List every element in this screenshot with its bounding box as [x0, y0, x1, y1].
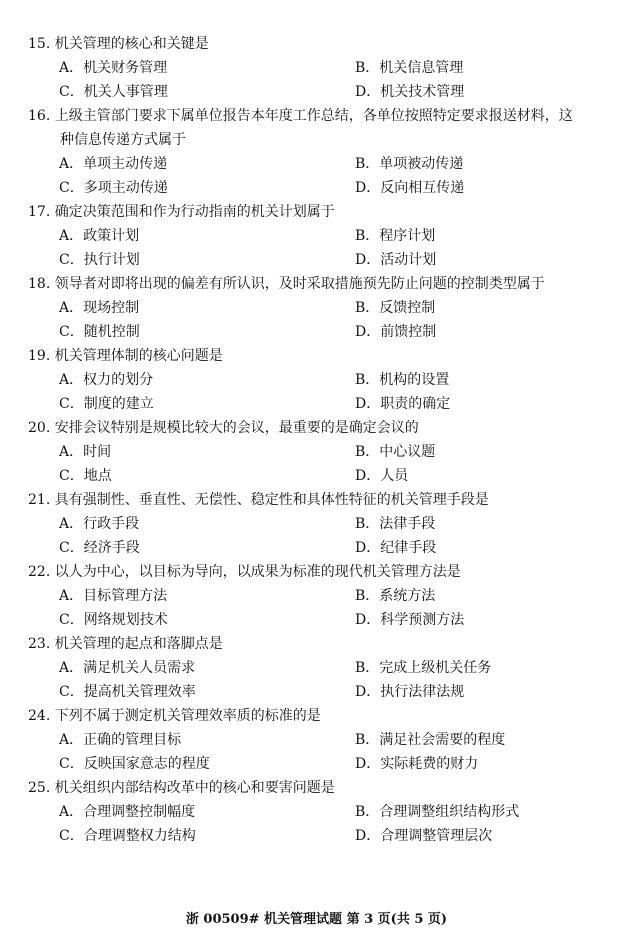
question-text: 安排会议特别是规模比较大的会议，最重要的是确定会议的: [54, 420, 419, 436]
question-text: 具有强制性、垂直性、无偿性、稳定性和具体性特征的机关管理手段是: [54, 492, 489, 508]
question-22: [28, 560, 613, 632]
answer-option: B．法律手段: [355, 516, 436, 532]
question-number: 20.: [28, 420, 51, 436]
answer-option: D．人员: [355, 468, 409, 484]
question-number: 23.: [28, 636, 51, 652]
question-stem: [28, 632, 613, 656]
answer-option: A．满足机关人员需求: [59, 660, 196, 676]
answer-options: [28, 800, 613, 848]
answer-option: A．单项主动传递: [59, 156, 168, 172]
question-number: 17.: [28, 204, 51, 220]
question-text: 机关组织内部结构改革中的核心和要害问题是: [54, 780, 335, 796]
answer-option: B．满足社会需要的程度: [355, 732, 506, 748]
question-number: 22.: [28, 564, 51, 580]
answer-option: D．机关技术管理: [355, 84, 465, 100]
answer-option: A．政策计划: [59, 228, 140, 244]
question-stem: [28, 272, 613, 296]
answer-option: B．程序计划: [355, 228, 436, 244]
question-19: [28, 344, 613, 416]
question-text: 机关管理体制的核心问题是: [54, 348, 223, 364]
answer-option: D．活动计划: [355, 252, 437, 268]
answer-option: A．行政手段: [59, 516, 140, 532]
question-stem: [28, 776, 613, 800]
question-number: 18.: [28, 276, 51, 292]
answer-options: [28, 368, 613, 416]
answer-option: A．机关财务管理: [59, 60, 168, 76]
question-text: 确定决策范围和作为行动指南的机关计划属于: [54, 204, 335, 220]
question-16: [28, 104, 613, 200]
answer-option: D．纪律手段: [355, 540, 437, 556]
answer-option: C．反映国家意志的程度: [59, 756, 210, 772]
question-number: 19.: [28, 348, 51, 364]
answer-option: A．现场控制: [59, 300, 140, 316]
answer-option: C．执行计划: [59, 252, 140, 268]
answer-option: B．完成上级机关任务: [355, 660, 492, 676]
question-20: [28, 416, 613, 488]
answer-option: B．反馈控制: [355, 300, 436, 316]
question-text: 下列不属于测定机关管理效率质的标准的是: [54, 708, 321, 724]
answer-option: C．多项主动传递: [59, 180, 168, 196]
answer-option: A．正确的管理目标: [59, 732, 182, 748]
answer-option: B．系统方法: [355, 588, 436, 604]
answer-option: C．随机控制: [59, 324, 140, 340]
question-text: 以人为中心，以目标为导向，以成果为标准的现代机关管理方法是: [54, 564, 461, 580]
answer-options: [28, 584, 613, 632]
question-number: 25.: [28, 780, 51, 796]
question-text: 上级主管部门要求下属单位报告本年度工作总结，各单位按照特定要求报送材料，这: [54, 108, 573, 124]
answer-option: D．科学预测方法: [355, 612, 465, 628]
question-stem: [28, 104, 613, 128]
question-stem: [28, 200, 613, 224]
question-23: [28, 632, 613, 704]
page-footer: 浙 00509# 机关管理试题 第 3 页(共 5 页): [185, 912, 448, 927]
answer-option: D．前馈控制: [355, 324, 437, 340]
answer-options: [28, 296, 613, 344]
answer-option: A．合理调整控制幅度: [59, 804, 196, 820]
question-stem: [28, 32, 613, 56]
answer-options: [28, 728, 613, 776]
answer-option: B．机构的设置: [355, 372, 450, 388]
answer-option: C．提高机关管理效率: [59, 684, 196, 700]
answer-option: D．职责的确定: [355, 396, 451, 412]
answer-option: C．合理调整权力结构: [59, 828, 196, 844]
answer-option: C．地点: [59, 468, 112, 484]
answer-option: C．机关人事管理: [59, 84, 168, 100]
answer-option: C．经济手段: [59, 540, 140, 556]
question-stem: [28, 416, 613, 440]
answer-options: [28, 440, 613, 488]
question-stem: [28, 560, 613, 584]
answer-option: B．单项被动传递: [355, 156, 464, 172]
answer-options: [28, 224, 613, 272]
question-list: [28, 32, 613, 848]
question-text-continued: 种信息传递方式属于: [60, 132, 186, 148]
question-17: [28, 200, 613, 272]
answer-options: [28, 656, 613, 704]
answer-options: [28, 152, 613, 200]
question-number: 21.: [28, 492, 51, 508]
answer-option: A．权力的划分: [59, 372, 154, 388]
answer-option: A．目标管理方法: [59, 588, 168, 604]
answer-option: D．反向相互传递: [355, 180, 465, 196]
answer-option: B．中心议题: [355, 444, 436, 460]
question-text: 领导者对即将出现的偏差有所认识，及时采取措施预先防止问题的控制类型属于: [54, 276, 545, 292]
answer-options: [28, 512, 613, 560]
question-text: 机关管理的起点和落脚点是: [54, 636, 223, 652]
answer-option: B．合理调整组织结构形式: [355, 804, 520, 820]
question-18: [28, 272, 613, 344]
answer-option: C．网络规划技术: [59, 612, 168, 628]
question-stem: [28, 488, 613, 512]
question-number: 16.: [28, 108, 51, 124]
question-25: [28, 776, 613, 848]
answer-option: A．时间: [59, 444, 112, 460]
question-15: [28, 32, 613, 104]
answer-option: D．执行法律法规: [355, 684, 465, 700]
answer-option: B．机关信息管理: [355, 60, 464, 76]
answer-options: [28, 56, 613, 104]
answer-option: D．合理调整管理层次: [355, 828, 493, 844]
question-number: 15.: [28, 36, 51, 52]
answer-option: D．实际耗费的财力: [355, 756, 479, 772]
question-number: 24.: [28, 708, 51, 724]
answer-option: C．制度的建立: [59, 396, 154, 412]
question-stem: [28, 344, 613, 368]
question-24: [28, 704, 613, 776]
question-stem: [28, 704, 613, 728]
question-text: 机关管理的核心和关键是: [54, 36, 209, 52]
question-21: [28, 488, 613, 560]
